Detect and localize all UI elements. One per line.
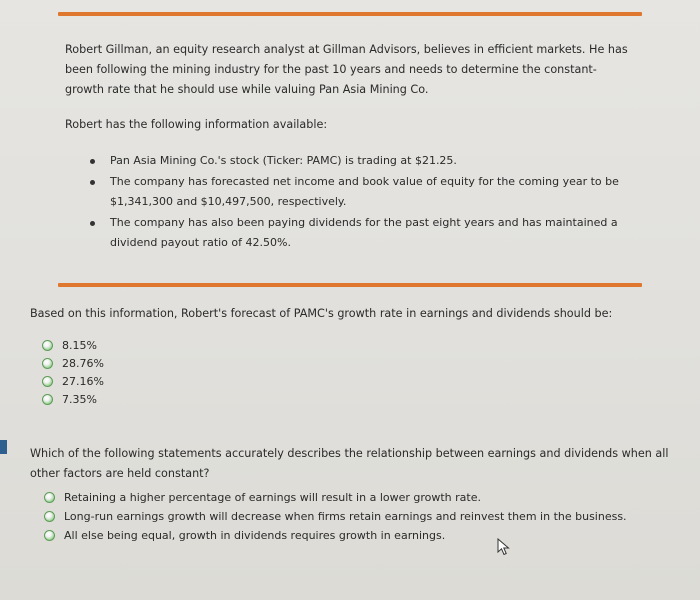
- radio-button-icon[interactable]: [44, 492, 55, 503]
- q1-option-label: 8.15%: [62, 338, 97, 352]
- q2-option-label: Retaining a higher percentage of earnings will result in a lower growth rate.: [64, 491, 481, 504]
- info-bullet: [88, 151, 628, 171]
- question-2-options: [44, 488, 627, 545]
- bullet-icon: [90, 221, 95, 226]
- q2-option-3[interactable]: [44, 526, 627, 545]
- q1-option-label: 28.76%: [62, 356, 104, 370]
- q2-option-2[interactable]: [44, 507, 627, 526]
- radio-button-icon[interactable]: [42, 340, 53, 351]
- radio-button-icon[interactable]: [44, 511, 55, 522]
- question-1-text: Based on this information, Robert's forecast of PAMC's growth rate in earnings and dividends should be:: [30, 307, 613, 320]
- q1-option-label: 7.35%: [62, 392, 97, 406]
- section-divider: [58, 283, 642, 287]
- q2-option-label: All else being equal, growth in dividends requires growth in earnings.: [64, 529, 446, 542]
- q1-option-3[interactable]: [42, 372, 104, 390]
- info-bullet-text: The company has forecasted net income and book value of equity for the coming year to be $1,341,300 and $10,497,500, respectively.: [110, 175, 619, 208]
- radio-button-icon[interactable]: [42, 394, 53, 405]
- mouse-pointer-icon: [497, 538, 511, 556]
- radio-button-icon[interactable]: [44, 530, 55, 541]
- question-1-options: [42, 336, 104, 408]
- info-bullet: [88, 172, 628, 212]
- q2-option-label: Long-run earnings growth will decrease when firms retain earnings and reinvest them in the business.: [64, 510, 627, 523]
- q1-option-4[interactable]: [42, 390, 104, 408]
- question-2-text: Which of the following statements accurately describes the relationship between earnings and dividends when all other factors are held constant?: [30, 447, 669, 480]
- q1-option-label: 27.16%: [62, 374, 104, 388]
- scenario-intro: Robert Gillman, an equity research analyst at Gillman Advisors, believes in efficient markets. He has been following the mining industry for the past 10 years and needs to determine the constant-growth rate that he should use while valuing Pan Asia Mining Co.: [65, 43, 628, 96]
- bullet-icon: [90, 159, 95, 164]
- top-divider: [58, 12, 642, 16]
- info-label: Robert has the following information available:: [65, 118, 328, 131]
- bullet-icon: [90, 180, 95, 185]
- info-bullet-text: The company has also been paying dividends for the past eight years and has maintained a dividend payout ratio of 42.50%.: [110, 216, 618, 249]
- info-bullet: [88, 213, 628, 253]
- info-bullet-list: [88, 151, 628, 254]
- q2-option-1[interactable]: [44, 488, 627, 507]
- q1-option-2[interactable]: [42, 354, 104, 372]
- radio-button-icon[interactable]: [42, 358, 53, 369]
- radio-button-icon[interactable]: [42, 376, 53, 387]
- left-edge-tab: [0, 440, 7, 454]
- q1-option-1[interactable]: [42, 336, 104, 354]
- info-bullet-text: Pan Asia Mining Co.'s stock (Ticker: PAMC) is trading at $21.25.: [110, 154, 457, 167]
